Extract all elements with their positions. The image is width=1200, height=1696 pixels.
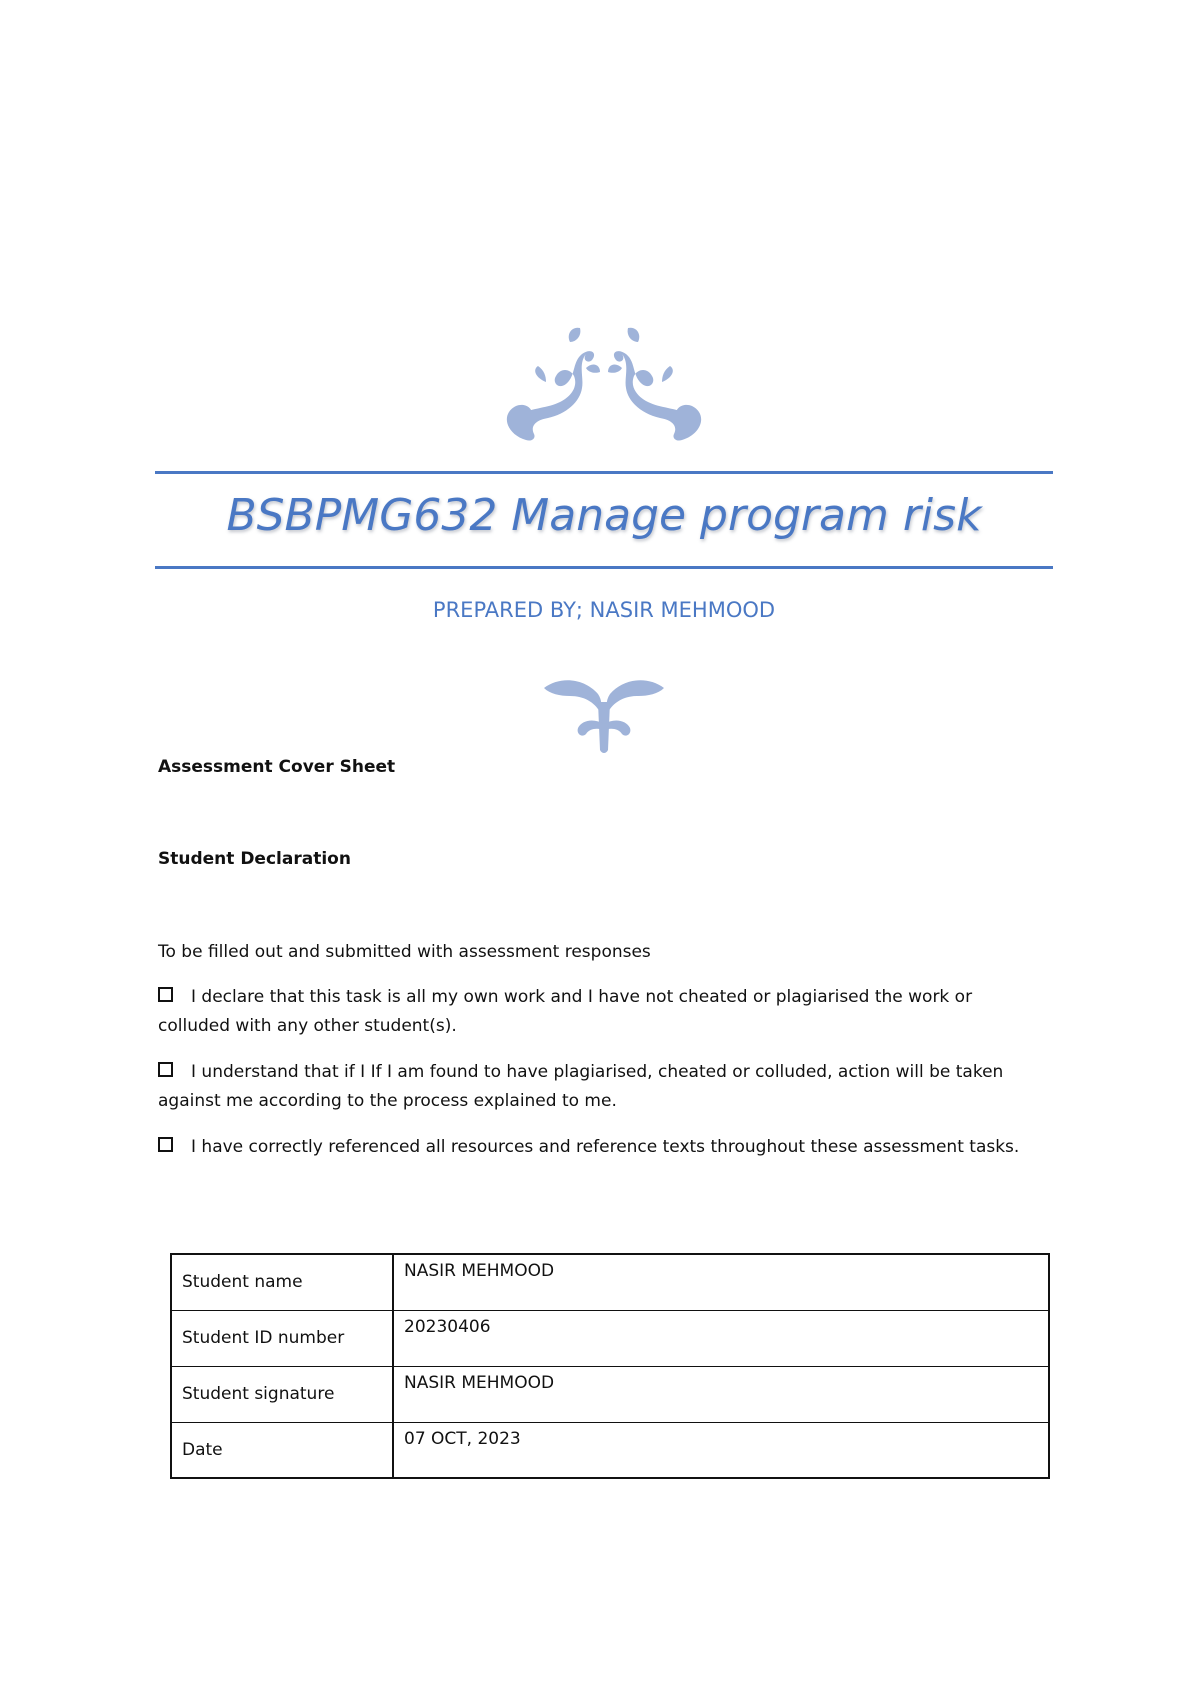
declaration-item bbox=[158, 1133, 1038, 1162]
student-signature-label: Student signature bbox=[171, 1366, 393, 1422]
student-signature-value[interactable]: NASIR MEHMOOD bbox=[393, 1366, 1049, 1422]
date-label: Date bbox=[171, 1422, 393, 1478]
title-bottom-rule bbox=[155, 566, 1053, 569]
declaration-item-text: I have correctly referenced all resources and reference texts throughout these assessment tasks. bbox=[191, 1137, 1020, 1157]
flourish-ornament-icon bbox=[486, 322, 722, 452]
cover-sheet-heading: Assessment Cover Sheet bbox=[158, 757, 396, 777]
declaration-item bbox=[158, 983, 1038, 1041]
student-id-label: Student ID number bbox=[171, 1310, 393, 1366]
declaration-heading: Student Declaration bbox=[158, 849, 351, 869]
student-name-value[interactable]: NASIR MEHMOOD bbox=[393, 1254, 1049, 1310]
student-id-value[interactable]: 20230406 bbox=[393, 1310, 1049, 1366]
prepared-by-line: PREPARED BY; NASIR MEHMOOD bbox=[432, 598, 776, 622]
table-row bbox=[171, 1310, 1049, 1366]
table-row bbox=[171, 1366, 1049, 1422]
table-row bbox=[171, 1422, 1049, 1478]
declaration-item bbox=[158, 1058, 1038, 1116]
leaf-ornament-icon bbox=[540, 672, 668, 754]
document-title: BSBPMG632 Manage program risk bbox=[226, 490, 982, 541]
date-value[interactable]: 07 OCT, 2023 bbox=[393, 1422, 1049, 1478]
declaration-item-text: I understand that if I If I am found to have plagiarised, cheated or colluded, action will be taken against me according to the process explained to me. bbox=[158, 1062, 1004, 1111]
declaration-item-text: I declare that this task is all my own work and I have not cheated or plagiarised the work or colluded with any other student(s). bbox=[158, 987, 973, 1036]
student-name-label: Student name bbox=[171, 1254, 393, 1310]
declaration-checkbox[interactable] bbox=[158, 987, 173, 1002]
declaration-checkbox[interactable] bbox=[158, 1062, 173, 1077]
declaration-intro: To be filled out and submitted with assessment responses bbox=[158, 942, 651, 962]
title-top-rule bbox=[155, 471, 1053, 474]
table-row bbox=[171, 1254, 1049, 1310]
student-details-table bbox=[170, 1253, 1050, 1479]
declaration-checkbox[interactable] bbox=[158, 1137, 173, 1152]
